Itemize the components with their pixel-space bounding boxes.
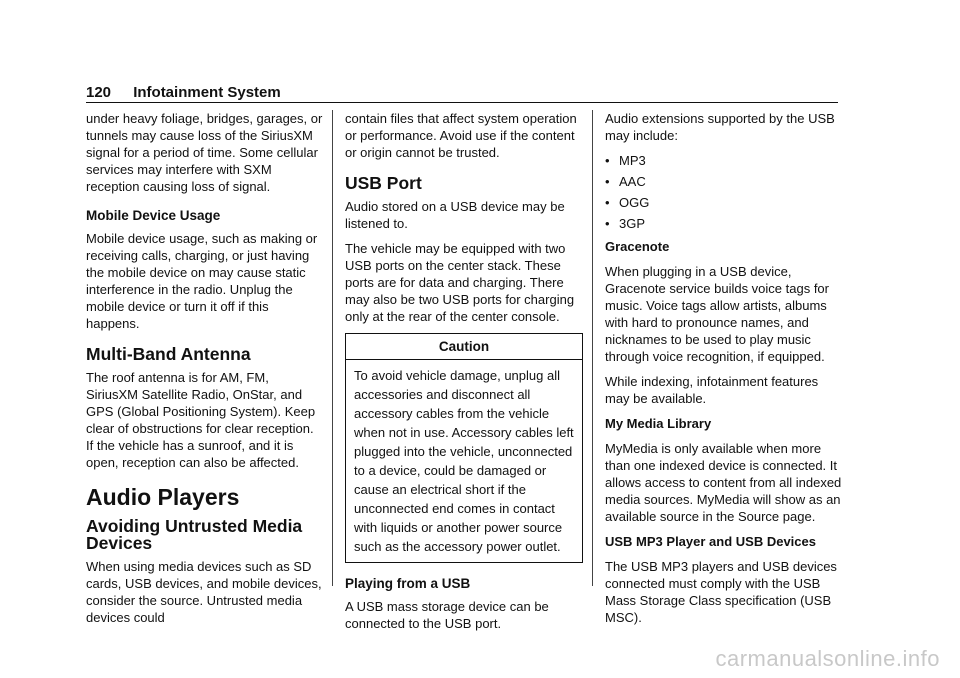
- column-2: [345, 110, 583, 640]
- watermark: carmanualsonline.info: [715, 646, 940, 671]
- usb-mp3-heading: USB MP3 Player and USB Devices: [605, 534, 816, 549]
- extensions-list: [605, 152, 843, 232]
- caution-title: Caution: [346, 334, 582, 360]
- caution-box: [345, 333, 583, 563]
- audio-players-heading: Audio Players: [86, 484, 240, 510]
- untrusted-media-text: When using media devices such as SD cards, USB devices, and mobile devices, consider the source. Untrusted media devices could: [86, 559, 322, 625]
- usb-mp3-text: The USB MP3 players and USB devices connected must comply with the USB Mass Storage Class specification (USB MSC).: [605, 559, 837, 625]
- siriusxm-continuation: under heavy foliage, bridges, garages, or tunnels may cause loss of the SiriusXM signal for a period of time. Some cellular services may interfere with SXM reception causing loss of signal.: [86, 111, 323, 194]
- list-item: • AAC: [605, 173, 843, 190]
- column-3: [605, 110, 843, 634]
- gracenote-text: When plugging in a USB device, Gracenote service builds voice tags for music. Voice tags allow artists, albums with hard to pronounce names, and nicknames to be used to play music through voice recognition, if equipped.: [605, 264, 829, 364]
- extensions-intro: Audio extensions supported by the USB may include:: [605, 111, 835, 143]
- page-number: 120: [86, 84, 112, 101]
- indexing-text: While indexing, infotainment features may be available.: [605, 374, 819, 406]
- column-divider-1: [332, 110, 333, 586]
- mobile-device-text: Mobile device usage, such as making or receiving calls, charging, or just having the mobile device on may cause static interference in the radio. Unplug the mobile device or turn it off if this happens.: [86, 231, 318, 331]
- section-title: Infotainment System: [133, 84, 281, 101]
- list-item: • MP3: [605, 152, 843, 169]
- media-library-heading: My Media Library: [605, 416, 712, 431]
- playing-usb-text: A USB mass storage device can be connected to the USB port.: [345, 599, 549, 631]
- playing-usb-heading: Playing from a USB: [345, 576, 471, 591]
- gracenote-heading: Gracenote: [605, 239, 670, 254]
- mobile-device-heading: Mobile Device Usage: [86, 208, 221, 223]
- media-library-text: MyMedia is only available when more than one indexed device is connected. It allows access to content from all indexed media sources. MyMedia will show as an available source in the Source page.: [605, 441, 842, 524]
- usb-port-text-1: Audio stored on a USB device may be listened to.: [345, 199, 565, 231]
- caution-text: To avoid vehicle damage, unplug all accessories and disconnect all accessory cables from the vehicle when not in use. Accessory cables left plugged into the vehicle, unconnected to a device, could be damaged or cause an electrical short if the unconnected end comes in contact with liquids or another power source such as the accessory power outlet.: [354, 368, 574, 554]
- page-header: [86, 84, 281, 101]
- untrusted-media-heading: Avoiding Untrusted Media Devices: [86, 516, 303, 553]
- usb-port-heading: USB Port: [345, 173, 422, 193]
- untrusted-continuation: contain files that affect system operation or performance. Avoid use if the content or origin cannot be trusted.: [345, 111, 577, 160]
- column-1: [86, 110, 324, 634]
- antenna-heading: Multi-Band Antenna: [86, 344, 251, 364]
- list-item: • OGG: [605, 194, 843, 211]
- usb-port-text-2: The vehicle may be equipped with two USB ports on the center stack. These ports are for data and charging. There may also be two USB ports for charging only at the rear of the center console.: [345, 241, 575, 324]
- antenna-text: The roof antenna is for AM, FM, SiriusXM Satellite Radio, OnStar, and GPS (Global Positioning System). Keep clear of obstructions for clear reception. If the vehicle has a sunroof, and it is open, reception can also be affected.: [86, 370, 316, 470]
- list-item: • 3GP: [605, 215, 843, 232]
- column-divider-2: [592, 110, 593, 586]
- header-rule: [86, 102, 838, 103]
